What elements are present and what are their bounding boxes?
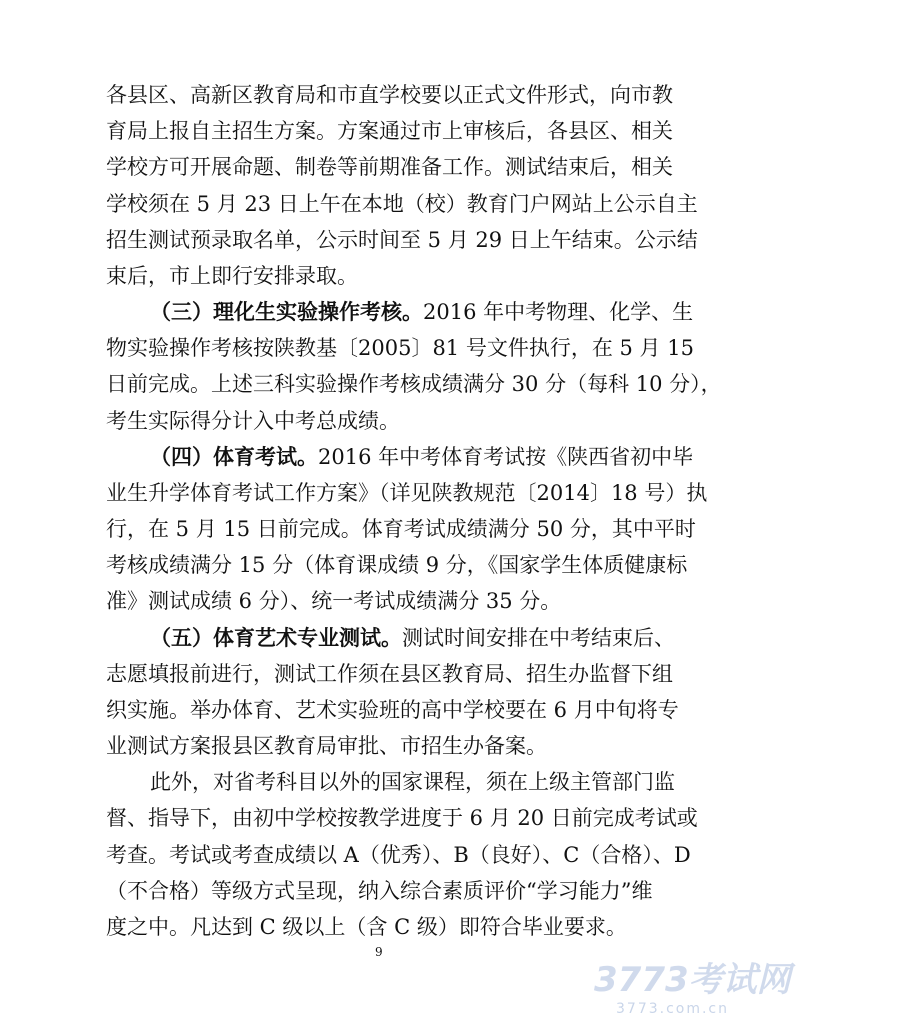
section-heading-line <box>0 442 918 472</box>
text-line: 度之中。凡达到 C 级以上（含 C 级）即符合毕业要求。 <box>106 915 627 939</box>
section-text: 2016 年中考体育考试按《陕西省初中毕 <box>318 444 694 469</box>
text-line: 各县区、高新区教育局和市直学校要以正式文件形式，向市教 <box>106 83 673 107</box>
text-line: 此外，对省考科目以外的国家课程，须在上级主管部门监 <box>150 770 675 795</box>
section-heading-line <box>0 623 918 653</box>
section-text: 测试时间安排在中考结束后、 <box>402 625 675 650</box>
text-line: 日前完成。上述三科实验操作考核成绩满分 30 分（每科 10 分）， <box>106 372 722 397</box>
section-heading-line <box>0 297 918 327</box>
text-line: 育局上报自主招生方案。方案通过市上审核后，各县区、相关 <box>106 119 673 144</box>
section-heading: （五）体育艺术专业测试。 <box>150 625 402 650</box>
section-heading: （三）理化生实验操作考核。 <box>150 300 423 325</box>
text-line: 学校须在 5 月 23 日上午在本地（校）教育门户网站上公示自主 <box>106 191 698 216</box>
text-line: 行，在 5 月 15 日前完成。体育考试成绩满分 50 分，其中平时 <box>106 517 696 542</box>
watermark-url: 3773.com.cn <box>616 1001 729 1017</box>
section-heading: （四）体育考试。 <box>150 444 318 469</box>
text-line: 志愿填报前进行，测试工作须在县区教育局、招生办监督下组 <box>106 661 673 686</box>
text-line: 束后，市上即行安排录取。 <box>106 263 358 288</box>
text-line: 准》测试成绩 6 分）、统一考试成绩满分 35 分。 <box>106 589 562 614</box>
text-line: 织实施。举办体育、艺术实验班的高中学校要在 6 月中旬将专 <box>106 697 679 722</box>
text-line: 业测试方案报县区教育局审批、市招生办备案。 <box>106 734 547 759</box>
text-line: 招生测试预录取名单，公示时间至 5 月 29 日上午结束。公示结 <box>106 227 698 252</box>
watermark-logo <box>594 960 791 1020</box>
text-line: 考生实际得分计入中考总成绩。 <box>106 408 400 433</box>
page-number: 9 <box>375 945 383 959</box>
text-line: 业生升学体育考试工作方案》（详见陕教规范〔2014〕18 号）执 <box>106 480 708 505</box>
text-line: 考查。考试或考查成绩以 A（优秀）、B（良好）、C（合格）、D <box>106 842 691 867</box>
text-line: 督、指导下，由初中学校按教学进度于 6 月 20 日前完成考试或 <box>106 806 698 831</box>
text-line: 物实验操作考核按陕教基〔2005〕81 号文件执行，在 5 月 15 <box>106 336 694 361</box>
watermark-title: 3773考试网 <box>594 960 791 1000</box>
text-line: 学校方可开展命题、制卷等前期准备工作。测试结束后，相关 <box>106 155 673 180</box>
section-text: 2016 年中考物理、化学、生 <box>423 300 694 325</box>
text-line: 考核成绩满分 15 分（体育课成绩 9 分，《国家学生体质健康标 <box>106 553 688 578</box>
text-line: （不合格）等级方式呈现，纳入综合素质评价“学习能力”维 <box>106 878 653 903</box>
